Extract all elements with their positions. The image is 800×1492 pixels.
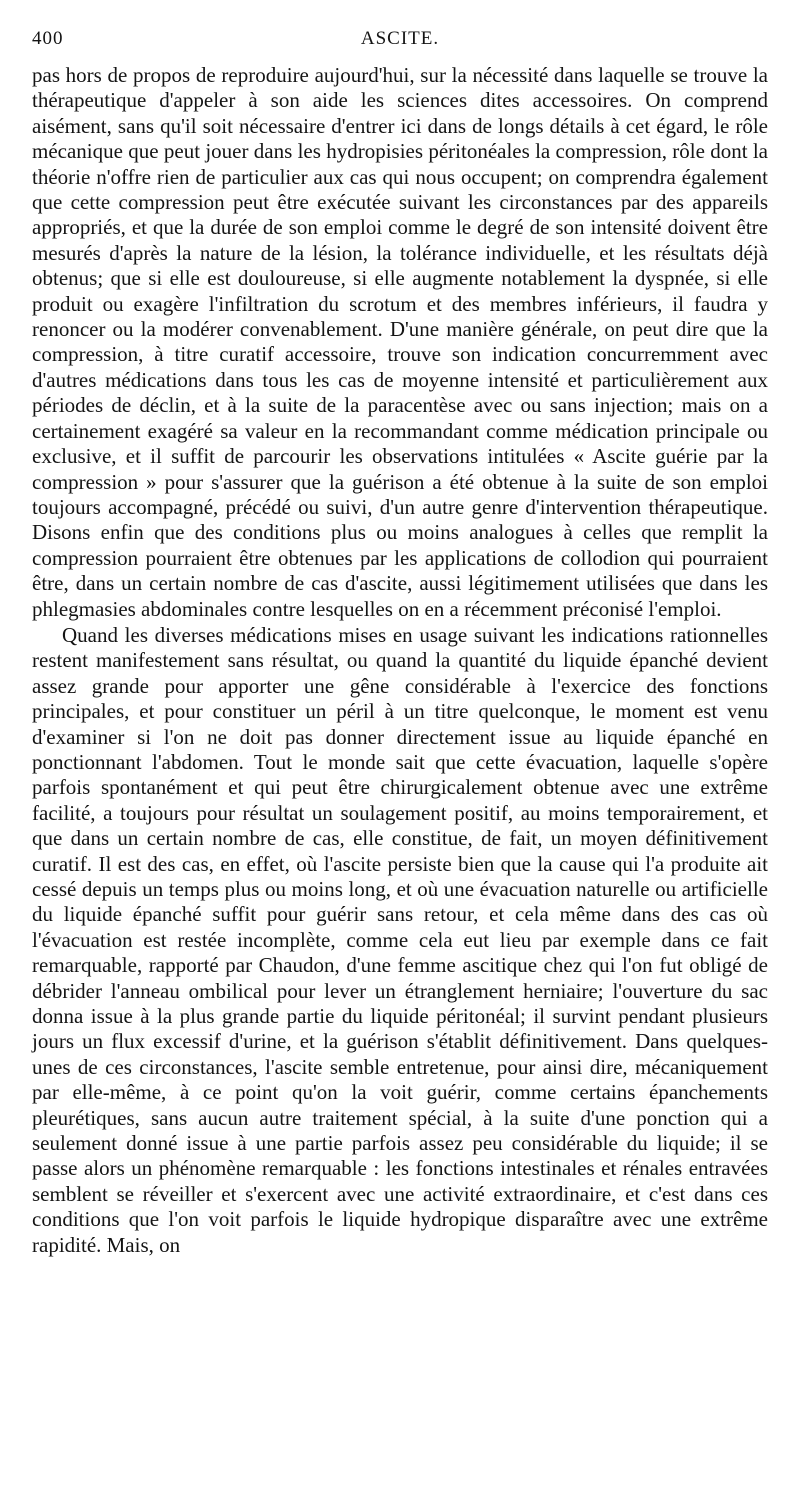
page-number: 400 [32,28,64,49]
body-text [32,63,768,1258]
page-header [30,28,770,58]
paragraph-continuation: pas hors de propos de reproduire aujourd'hui, sur la nécessité dans laquelle se trouve la thérapeutique d'appeler à son aide les sciences dites accessoires. On comprend aisément, sans qu'il soit nécessaire d'entrer ici dans de longs détails à cet égard, le rôle mécanique que peut jouer dans les hydropisies péritonéales la compression, rôle dont la théorie n'offre rien de particulier aux cas qui nous occupent; on comprendra également que cette compression peut être exécutée suivant les circonstances par des appareils appropriés, et que la durée de son emploi comme le degré de son intensité doivent être mesurés d'après la nature de la lésion, la tolérance individuelle, et les résultats déjà obtenus; que si elle est douloureuse, si elle augmente notablement la dyspnée, si elle produit ou exagère l'infiltration du scrotum et des membres inférieurs, il faudra y renoncer ou la modérer convenablement. D'une manière générale, on peut dire que la compression, à titre curatif accessoire, trouve son indication concurremment avec d'autres médications dans tous les cas de moyenne intensité et particulièrement aux périodes de déclin, et à la suite de la paracentèse avec ou sans injection; mais on a certainement exagéré sa valeur en la recommandant comme médication principale ou exclusive, et il suffit de parcourir les observations intitulées « Ascite guérie par la compression » pour s'assurer que la guérison a été obtenue à la suite de son emploi toujours accompagné, précédé ou suivi, d'un autre genre d'intervention thérapeutique. Disons enfin que des conditions plus ou moins analogues à celles que remplit la compression pourraient être obtenues par les applications de collodion qui pourraient être, dans un certain nombre de cas d'ascite, aussi légitimement utilisées que dans les phlegmasies abdominales contre lesquelles on en a récemment préconisé l'emploi. [32,63,768,621]
running-title: ASCITE. [360,28,440,49]
paragraph-ponction: Quand les diverses médications mises en usage suivant les indications rationnelles restent manifestement sans résultat, ou quand la quantité du liquide épanché devient assez grande pour apporter une gêne considérable à l'exercice des fonctions principales, et pour constituer un péril à un titre quelconque, le moment est venu d'examiner si l'on ne doit pas donner directement issue au liquide épanché en ponctionnant l'abdomen. Tout le monde sait que cette évacuation, laquelle s'opère parfois spontanément et qui peut être chirurgicalement obtenue avec une extrême facilité, a toujours pour résultat un soulagement positif, au moins temporairement, et que dans un certain nombre de cas, elle constitue, de fait, un moyen définitivement curatif. Il est des cas, en effet, où l'ascite persiste bien que la cause qui l'a produite ait cessé depuis un temps plus ou moins long, et où une évacuation naturelle ou artificielle du liquide épanché suffit pour guérir sans retour, et cela même dans des cas où l'évacuation est restée incomplète, comme cela eut lieu par exemple dans ce fait remarquable, rapporté par Chaudon, d'une femme ascitique chez qui l'on fut obligé de débrider l'anneau ombilical pour lever un étranglement herniaire; l'ouverture du sac donna issue à la plus grande partie du liquide péritonéal; il survint pendant plusieurs jours un flux excessif d'urine, et la guérison s'établit définitivement. Dans quelques-unes de ces circonstances, l'ascite semble entretenue, pour ainsi dire, mécaniquement par elle-même, à ce point qu'on la voit guérir, comme certains épanchements pleurétiques, sans aucun autre traitement spécial, à la suite d'une ponction qui a seulement donné issue à une partie parfois assez peu considérable du liquide; il se passe alors un phénomène remarquable : les fonctions intestinales et rénales entravées semblent se réveiller et s'exercent avec une activité extraordinaire, et c'est dans ces conditions que l'on voit parfois le liquide hydropique disparaître avec une extrême rapidité. Mais, on [32,622,768,1257]
